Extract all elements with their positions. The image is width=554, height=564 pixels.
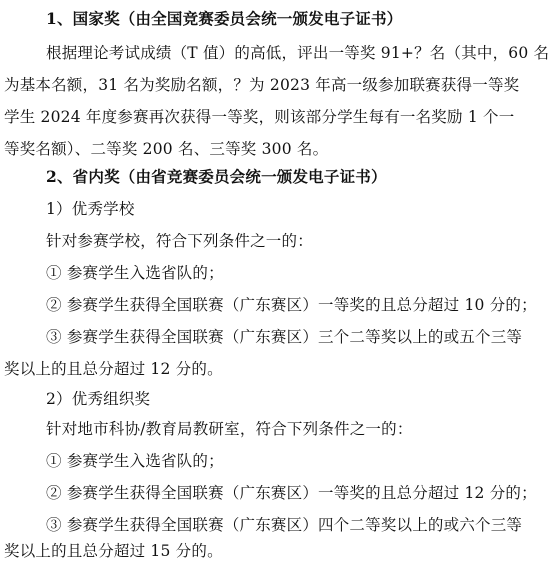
section-1-paragraph-line-4: 等奖名额）、二等奖 200 名、三等奖 300 名。 (4, 140, 329, 158)
section-2-heading: 2、省内奖（由省竞赛委员会统一颁发电子证书） (46, 167, 387, 186)
sub-2-item-1: ① 参赛学生入选省队的； (46, 452, 224, 470)
sub-1-item-2: ② 参赛学生获得全国联赛（广东赛区）一等奖的且总分超过 10 分的； (46, 296, 537, 314)
sub-1-item-1: ① 参赛学生入选省队的； (46, 264, 224, 282)
sub-1-intro: 针对参赛学校，符合下列条件之一的： (46, 232, 313, 250)
section-1-heading: 1、国家奖（由全国竞赛委员会统一颁发电子证书） (46, 9, 403, 28)
section-1-paragraph-line-3: 学生 2024 年度参赛再次获得一等奖，则该部分学生每有一名奖励 1 个一 (4, 108, 515, 126)
sub-1-item-3-continued: 奖以上的且总分超过 12 分的。 (4, 360, 223, 378)
sub-1-title: 1）优秀学校 (46, 200, 135, 218)
sub-2-item-2: ② 参赛学生获得全国联赛（广东赛区）一等奖的且总分超过 12 分的； (46, 484, 537, 502)
section-1-paragraph-line-1: 根据理论考试成绩（T 值）的高低，评出一等奖 91+？名（其中，60 名 (46, 44, 550, 62)
sub-2-item-3: ③ 参赛学生获得全国联赛（广东赛区）四个二等奖以上的或六个三等 (46, 516, 523, 534)
section-1-paragraph-line-2: 为基本名额，31 名为奖励名额，？为 2023 年高一级参加联赛获得一等奖 (4, 76, 520, 94)
sub-2-title: 2）优秀组织奖 (46, 390, 151, 408)
sub-2-intro: 针对地市科协/教育局教研室，符合下列条件之一的： (46, 420, 413, 438)
sub-2-item-3-continued: 奖以上的且总分超过 15 分的。 (4, 542, 223, 560)
sub-1-item-3: ③ 参赛学生获得全国联赛（广东赛区）三个二等奖以上的或五个三等 (46, 328, 523, 346)
